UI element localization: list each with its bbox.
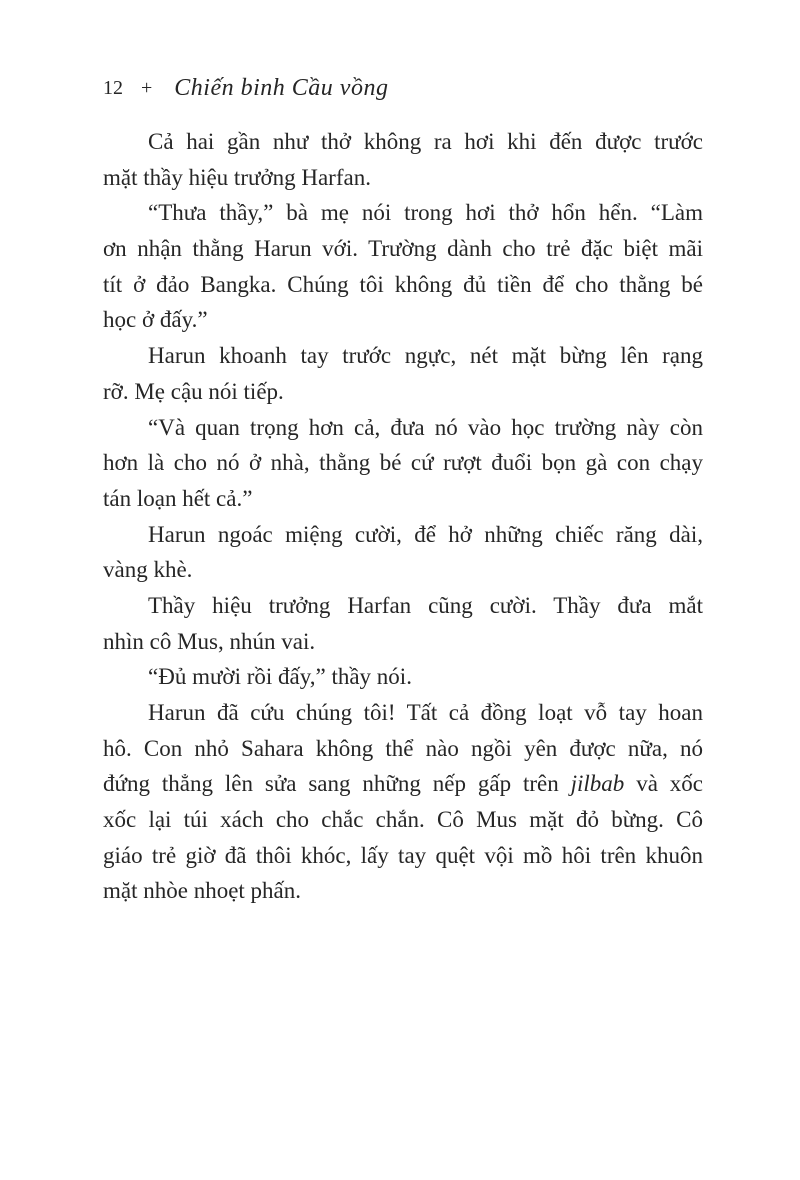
text-segment: và xốc xyxy=(624,771,703,797)
text-line: mặt thầy hiệu trưởng Harfan. xyxy=(103,164,371,190)
separator-cross-icon: + xyxy=(141,76,153,99)
text-line: tít ở đảo Bangka. Chúng tôi không đủ tiền để cho thằng bé xyxy=(103,271,703,297)
text-line: xốc lại túi xách cho chắc chắn. Cô Mus mặt đỏ bừng. Cô xyxy=(103,807,703,833)
paragraph xyxy=(103,517,703,588)
text-line: Harun khoanh tay trước ngực, nét mặt bừng lên rạng xyxy=(148,343,703,369)
running-header xyxy=(103,70,388,106)
text-line: hô. Con nhỏ Sahara không thể nào ngồi yên được nữa, nó xyxy=(103,735,703,761)
text-line: Cả hai gần như thở không ra hơi khi đến được trước xyxy=(148,129,703,154)
page-number: 12 xyxy=(103,76,123,99)
text-line: vàng khè. xyxy=(103,557,193,583)
text-line xyxy=(103,766,703,802)
text-line: nhìn cô Mus, nhún vai. xyxy=(103,628,316,654)
paragraph xyxy=(103,124,703,195)
italic-term: jilbab xyxy=(570,771,625,797)
text-line: “Và quan trọng hơn cả, đưa nó vào học trường này còn xyxy=(148,414,703,440)
text-line: tán loạn hết cả.” xyxy=(103,485,253,511)
paragraph xyxy=(103,588,703,659)
text-line: ơn nhận thằng Harun với. Trường dành cho trẻ đặc biệt mãi xyxy=(103,236,703,262)
text-line: hơn là cho nó ở nhà, thằng bé cứ rượt đuổi bọn gà con chạy xyxy=(103,450,703,476)
text-line: giáo trẻ giờ đã thôi khóc, lấy tay quệt vội mồ hôi trên khuôn xyxy=(103,842,703,868)
text-line: Harun đã cứu chúng tôi! Tất cả đồng loạt vỗ tay hoan xyxy=(148,700,703,725)
text-line: “Đủ mười rồi đấy,” thầy nói. xyxy=(148,664,412,690)
paragraph xyxy=(103,338,703,409)
text-line: “Thưa thầy,” bà mẹ nói trong hơi thở hổn hển. “Làm xyxy=(148,200,703,226)
text-line: Thầy hiệu trưởng Harfan cũng cười. Thầy đưa mắt xyxy=(148,592,703,618)
paragraph xyxy=(103,410,703,517)
body-text xyxy=(103,124,703,909)
paragraph xyxy=(103,195,703,338)
text-line: rỡ. Mẹ cậu nói tiếp. xyxy=(103,378,284,404)
paragraph xyxy=(103,695,703,909)
text-line: Harun ngoác miệng cười, để hở những chiếc răng dài, xyxy=(148,521,703,547)
paragraph xyxy=(103,659,703,695)
text-line: mặt nhòe nhoẹt phấn. xyxy=(103,878,302,904)
text-line: học ở đấy.” xyxy=(103,307,208,333)
running-title: Chiến binh Cầu vồng xyxy=(174,74,389,101)
text-segment: đứng thẳng lên sửa sang những nếp gấp trên xyxy=(103,771,571,797)
